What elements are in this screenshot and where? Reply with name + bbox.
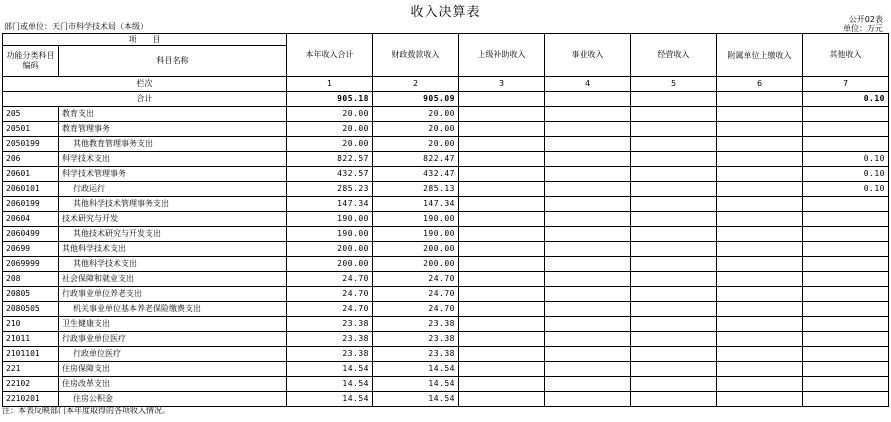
- func-code-cell: 210: [3, 317, 59, 332]
- amount-cell: [717, 182, 803, 197]
- subject-name-cell: 其他科学技术管理事务支出: [59, 197, 287, 212]
- total-value: 905.18: [287, 92, 373, 107]
- func-code-cell: 22102: [3, 377, 59, 392]
- table-row: [3, 377, 889, 392]
- amount-cell: [803, 257, 889, 272]
- func-code-cell: 20501: [3, 122, 59, 137]
- amount-cell: 23.38: [287, 332, 373, 347]
- income-table: [2, 33, 889, 407]
- report-meta: [4, 15, 883, 33]
- form-meta: [843, 15, 883, 33]
- table-row: [3, 347, 889, 362]
- amount-cell: [459, 302, 545, 317]
- amount-cell: 20.00: [287, 122, 373, 137]
- amount-cell: 20.00: [287, 137, 373, 152]
- table-row: [3, 137, 889, 152]
- amount-cell: [717, 287, 803, 302]
- amount-cell: [631, 392, 717, 407]
- func-code-cell: 2060199: [3, 197, 59, 212]
- col-header-business: 事业收入: [545, 34, 631, 77]
- amount-cell: 20.00: [373, 107, 459, 122]
- total-row: [3, 92, 889, 107]
- func-code-cell: 208: [3, 272, 59, 287]
- amount-cell: 24.70: [373, 272, 459, 287]
- func-code-cell: 2210201: [3, 392, 59, 407]
- table-row: [3, 272, 889, 287]
- amount-cell: [803, 137, 889, 152]
- func-code-cell: 205: [3, 107, 59, 122]
- amount-cell: 190.00: [287, 227, 373, 242]
- total-value: [459, 92, 545, 107]
- amount-cell: [631, 257, 717, 272]
- amount-cell: [717, 107, 803, 122]
- amount-cell: 23.38: [287, 347, 373, 362]
- amount-cell: [459, 137, 545, 152]
- amount-cell: [459, 167, 545, 182]
- amount-cell: [717, 347, 803, 362]
- func-code-cell: 2080505: [3, 302, 59, 317]
- header-row-1: [3, 34, 889, 46]
- amount-cell: 190.00: [373, 212, 459, 227]
- subject-name-cell: 科学技术支出: [59, 152, 287, 167]
- func-code-cell: 2069999: [3, 257, 59, 272]
- subject-name-cell: 科学技术管理事务: [59, 167, 287, 182]
- amount-cell: [717, 332, 803, 347]
- item-group-header: 项 目: [3, 34, 287, 46]
- table-row: [3, 182, 889, 197]
- amount-cell: [545, 137, 631, 152]
- amount-cell: [631, 377, 717, 392]
- amount-cell: [545, 227, 631, 242]
- amount-cell: [459, 377, 545, 392]
- func-code-header: 功能分类科目编码: [3, 46, 59, 77]
- amount-cell: [459, 272, 545, 287]
- amount-cell: 23.38: [373, 317, 459, 332]
- amount-cell: [459, 257, 545, 272]
- amount-cell: [545, 287, 631, 302]
- amount-cell: [545, 212, 631, 227]
- amount-cell: 23.38: [287, 317, 373, 332]
- amount-cell: 20.00: [373, 122, 459, 137]
- amount-cell: [631, 272, 717, 287]
- column-index-7: 7: [803, 77, 889, 92]
- amount-cell: 14.54: [287, 392, 373, 407]
- amount-cell: [545, 347, 631, 362]
- table-row: [3, 302, 889, 317]
- amount-cell: [459, 347, 545, 362]
- subject-name-cell: 行政事业单位医疗: [59, 332, 287, 347]
- amount-cell: [545, 257, 631, 272]
- amount-cell: 190.00: [287, 212, 373, 227]
- amount-cell: 285.23: [287, 182, 373, 197]
- amount-cell: 190.00: [373, 227, 459, 242]
- subject-name-cell: 其他技术研究与开发支出: [59, 227, 287, 242]
- subject-name-cell: 行政单位医疗: [59, 347, 287, 362]
- table-row: [3, 122, 889, 137]
- amount-cell: [545, 272, 631, 287]
- amount-cell: 432.57: [287, 167, 373, 182]
- column-index-2: 2: [373, 77, 459, 92]
- amount-cell: [717, 212, 803, 227]
- amount-cell: 147.34: [373, 197, 459, 212]
- amount-cell: [631, 152, 717, 167]
- amount-cell: [631, 137, 717, 152]
- amount-cell: 0.10: [803, 152, 889, 167]
- table-row: [3, 167, 889, 182]
- amount-cell: [803, 242, 889, 257]
- amount-cell: [459, 287, 545, 302]
- func-code-cell: 2060101: [3, 182, 59, 197]
- subject-name-cell: 其他科学技术支出: [59, 242, 287, 257]
- amount-cell: 14.54: [287, 362, 373, 377]
- subject-name-cell: 社会保障和就业支出: [59, 272, 287, 287]
- subject-name-cell: 教育支出: [59, 107, 287, 122]
- amount-cell: 24.70: [287, 272, 373, 287]
- amount-cell: 23.38: [373, 332, 459, 347]
- amount-cell: [631, 287, 717, 302]
- amount-cell: [459, 317, 545, 332]
- column-index-label: 栏次: [3, 77, 287, 92]
- amount-cell: [803, 107, 889, 122]
- subject-name-cell: 行政运行: [59, 182, 287, 197]
- amount-cell: 0.10: [803, 167, 889, 182]
- column-index-3: 3: [459, 77, 545, 92]
- amount-cell: 200.00: [287, 242, 373, 257]
- column-index-4: 4: [545, 77, 631, 92]
- footnote: 注：本表反映部门本年度取得的各项收入情况。: [2, 406, 170, 415]
- amount-cell: 23.38: [373, 347, 459, 362]
- amount-cell: 200.00: [287, 257, 373, 272]
- amount-cell: [717, 302, 803, 317]
- amount-cell: [545, 122, 631, 137]
- amount-cell: [459, 227, 545, 242]
- amount-cell: 822.57: [287, 152, 373, 167]
- table-row: [3, 107, 889, 122]
- amount-cell: [803, 362, 889, 377]
- col-header-operating: 经营收入: [631, 34, 717, 77]
- amount-cell: [545, 362, 631, 377]
- column-index-1: 1: [287, 77, 373, 92]
- amount-cell: [631, 107, 717, 122]
- subject-name-cell: 教育管理事务: [59, 122, 287, 137]
- amount-cell: [803, 302, 889, 317]
- func-code-cell: 2050199: [3, 137, 59, 152]
- amount-cell: [545, 107, 631, 122]
- amount-cell: [459, 197, 545, 212]
- func-code-cell: 2060499: [3, 227, 59, 242]
- amount-cell: [545, 302, 631, 317]
- subject-name-cell: 卫生健康支出: [59, 317, 287, 332]
- subject-name-cell: 其他教育管理事务支出: [59, 137, 287, 152]
- func-code-cell: 20699: [3, 242, 59, 257]
- col-header-superior: 上级补助收入: [459, 34, 545, 77]
- table-row: [3, 197, 889, 212]
- amount-cell: [717, 257, 803, 272]
- table-row: [3, 242, 889, 257]
- unit-label: 单位：万元: [843, 24, 883, 33]
- amount-cell: [545, 182, 631, 197]
- amount-cell: 14.54: [373, 362, 459, 377]
- amount-cell: [459, 332, 545, 347]
- amount-cell: 20.00: [373, 137, 459, 152]
- amount-cell: [803, 317, 889, 332]
- column-index-6: 6: [717, 77, 803, 92]
- amount-cell: [717, 167, 803, 182]
- subject-name-cell: 机关事业单位基本养老保险缴费支出: [59, 302, 287, 317]
- func-code-cell: 20805: [3, 287, 59, 302]
- amount-cell: 14.54: [373, 377, 459, 392]
- total-label: 合计: [3, 92, 287, 107]
- amount-cell: [631, 182, 717, 197]
- subject-name-cell: 住房改革支出: [59, 377, 287, 392]
- amount-cell: [459, 122, 545, 137]
- amount-cell: [545, 392, 631, 407]
- amount-cell: [803, 377, 889, 392]
- amount-cell: 0.10: [803, 182, 889, 197]
- amount-cell: 24.70: [287, 302, 373, 317]
- amount-cell: 147.34: [287, 197, 373, 212]
- subject-name-cell: 住房公积金: [59, 392, 287, 407]
- subject-name-cell: 行政事业单位养老支出: [59, 287, 287, 302]
- amount-cell: [717, 317, 803, 332]
- table-row: [3, 257, 889, 272]
- amount-cell: [459, 107, 545, 122]
- amount-cell: 24.70: [373, 287, 459, 302]
- func-code-cell: 20604: [3, 212, 59, 227]
- total-value: [631, 92, 717, 107]
- func-code-cell: 221: [3, 362, 59, 377]
- amount-cell: [717, 152, 803, 167]
- table-row: [3, 287, 889, 302]
- col-header-affiliated: 附属单位上缴收入: [717, 34, 803, 77]
- amount-cell: [631, 332, 717, 347]
- col-header-other: 其他收入: [803, 34, 889, 77]
- page-title: 收入决算表: [410, 5, 481, 20]
- amount-cell: [459, 392, 545, 407]
- dept-label: 部门或单位：天门市科学技术局（本级）: [4, 22, 148, 31]
- amount-cell: [545, 242, 631, 257]
- subject-name-cell: 住房保障支出: [59, 362, 287, 377]
- amount-cell: [717, 137, 803, 152]
- amount-cell: [717, 272, 803, 287]
- amount-cell: [717, 197, 803, 212]
- amount-cell: [545, 197, 631, 212]
- table-row: [3, 227, 889, 242]
- total-value: 0.10: [803, 92, 889, 107]
- amount-cell: [631, 317, 717, 332]
- amount-cell: [631, 227, 717, 242]
- func-code-cell: 21011: [3, 332, 59, 347]
- subject-name-cell: 技术研究与开发: [59, 212, 287, 227]
- amount-cell: [717, 122, 803, 137]
- table-row: [3, 152, 889, 167]
- amount-cell: [803, 347, 889, 362]
- amount-cell: [631, 167, 717, 182]
- amount-cell: [545, 377, 631, 392]
- amount-cell: [803, 212, 889, 227]
- amount-cell: 285.13: [373, 182, 459, 197]
- table-row: [3, 362, 889, 377]
- amount-cell: [717, 227, 803, 242]
- total-value: [717, 92, 803, 107]
- amount-cell: [631, 302, 717, 317]
- amount-cell: [631, 347, 717, 362]
- subject-name-cell: 其他科学技术支出: [59, 257, 287, 272]
- amount-cell: 24.70: [373, 302, 459, 317]
- amount-cell: [803, 197, 889, 212]
- func-code-cell: 206: [3, 152, 59, 167]
- amount-cell: 20.00: [287, 107, 373, 122]
- amount-cell: 14.54: [287, 377, 373, 392]
- func-code-cell: 2101101: [3, 347, 59, 362]
- subject-name-header: 科目名称: [59, 46, 287, 77]
- column-index-row: [3, 77, 889, 92]
- form-number: 公开02表: [848, 15, 883, 24]
- amount-cell: [717, 242, 803, 257]
- amount-cell: [631, 212, 717, 227]
- amount-cell: 14.54: [373, 392, 459, 407]
- column-index-5: 5: [631, 77, 717, 92]
- table-row: [3, 317, 889, 332]
- amount-cell: [459, 152, 545, 167]
- amount-cell: [803, 122, 889, 137]
- amount-cell: [459, 212, 545, 227]
- amount-cell: [459, 362, 545, 377]
- amount-cell: [631, 242, 717, 257]
- amount-cell: [545, 317, 631, 332]
- amount-cell: [803, 227, 889, 242]
- amount-cell: [803, 392, 889, 407]
- amount-cell: [631, 362, 717, 377]
- amount-cell: [631, 197, 717, 212]
- amount-cell: [717, 392, 803, 407]
- col-header-total: 本年收入合计: [287, 34, 373, 77]
- total-value: [545, 92, 631, 107]
- amount-cell: [803, 287, 889, 302]
- amount-cell: [717, 377, 803, 392]
- amount-cell: [803, 332, 889, 347]
- amount-cell: [717, 362, 803, 377]
- amount-cell: 24.70: [287, 287, 373, 302]
- amount-cell: [545, 332, 631, 347]
- amount-cell: 200.00: [373, 257, 459, 272]
- col-header-fiscal: 财政拨款收入: [373, 34, 459, 77]
- amount-cell: 822.47: [373, 152, 459, 167]
- table-row: [3, 332, 889, 347]
- table-row: [3, 212, 889, 227]
- amount-cell: [803, 272, 889, 287]
- amount-cell: 432.47: [373, 167, 459, 182]
- amount-cell: [459, 182, 545, 197]
- amount-cell: [631, 122, 717, 137]
- total-value: 905.09: [373, 92, 459, 107]
- amount-cell: [459, 242, 545, 257]
- amount-cell: 200.00: [373, 242, 459, 257]
- func-code-cell: 20601: [3, 167, 59, 182]
- amount-cell: [545, 167, 631, 182]
- amount-cell: [545, 152, 631, 167]
